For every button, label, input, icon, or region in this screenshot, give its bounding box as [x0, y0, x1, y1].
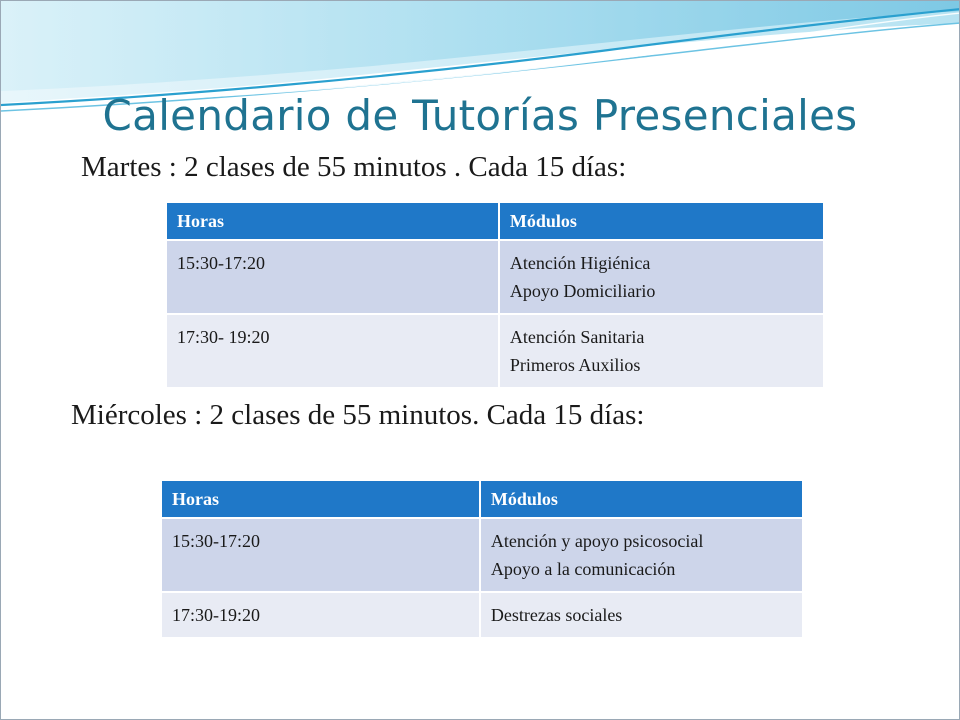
column-header-hours: Horas	[166, 202, 499, 240]
page-title: Calendario de Tutorías Presenciales	[102, 91, 858, 140]
module-name: Destrezas sociales	[490, 605, 623, 625]
modules-cell	[499, 314, 824, 388]
wednesday-schedule-table	[160, 479, 804, 639]
tuesday-schedule-table	[165, 201, 825, 389]
column-header-hours: Horas	[161, 480, 480, 518]
table-header-row	[166, 202, 824, 240]
hours-cell: 15:30-17:20	[166, 240, 499, 314]
hours-cell: 17:30-19:20	[161, 592, 480, 638]
column-header-modules: Módulos	[499, 202, 824, 240]
module-name: Atención Sanitaria	[509, 327, 645, 347]
hours-cell: 15:30-17:20	[161, 518, 480, 592]
column-header-modules: Módulos	[480, 480, 803, 518]
module-name: Atención Higiénica	[509, 253, 651, 273]
modules-cell	[480, 592, 803, 638]
module-name: Apoyo Domiciliario	[509, 281, 656, 301]
module-name: Atención y apoyo psicosocial	[490, 531, 704, 551]
table-row	[161, 518, 803, 592]
hours-cell: 17:30- 19:20	[166, 314, 499, 388]
module-name: Primeros Auxilios	[509, 355, 641, 375]
wednesday-heading: Miércoles : 2 clases de 55 minutos. Cada 15 días:	[71, 399, 645, 431]
modules-cell	[480, 518, 803, 592]
module-name: Apoyo a la comunicación	[490, 559, 676, 579]
table-row	[161, 592, 803, 638]
table-row	[166, 314, 824, 388]
table-header-row	[161, 480, 803, 518]
tuesday-heading: Martes : 2 clases de 55 minutos . Cada 15 días:	[81, 151, 627, 183]
modules-cell	[499, 240, 824, 314]
table-row	[166, 240, 824, 314]
